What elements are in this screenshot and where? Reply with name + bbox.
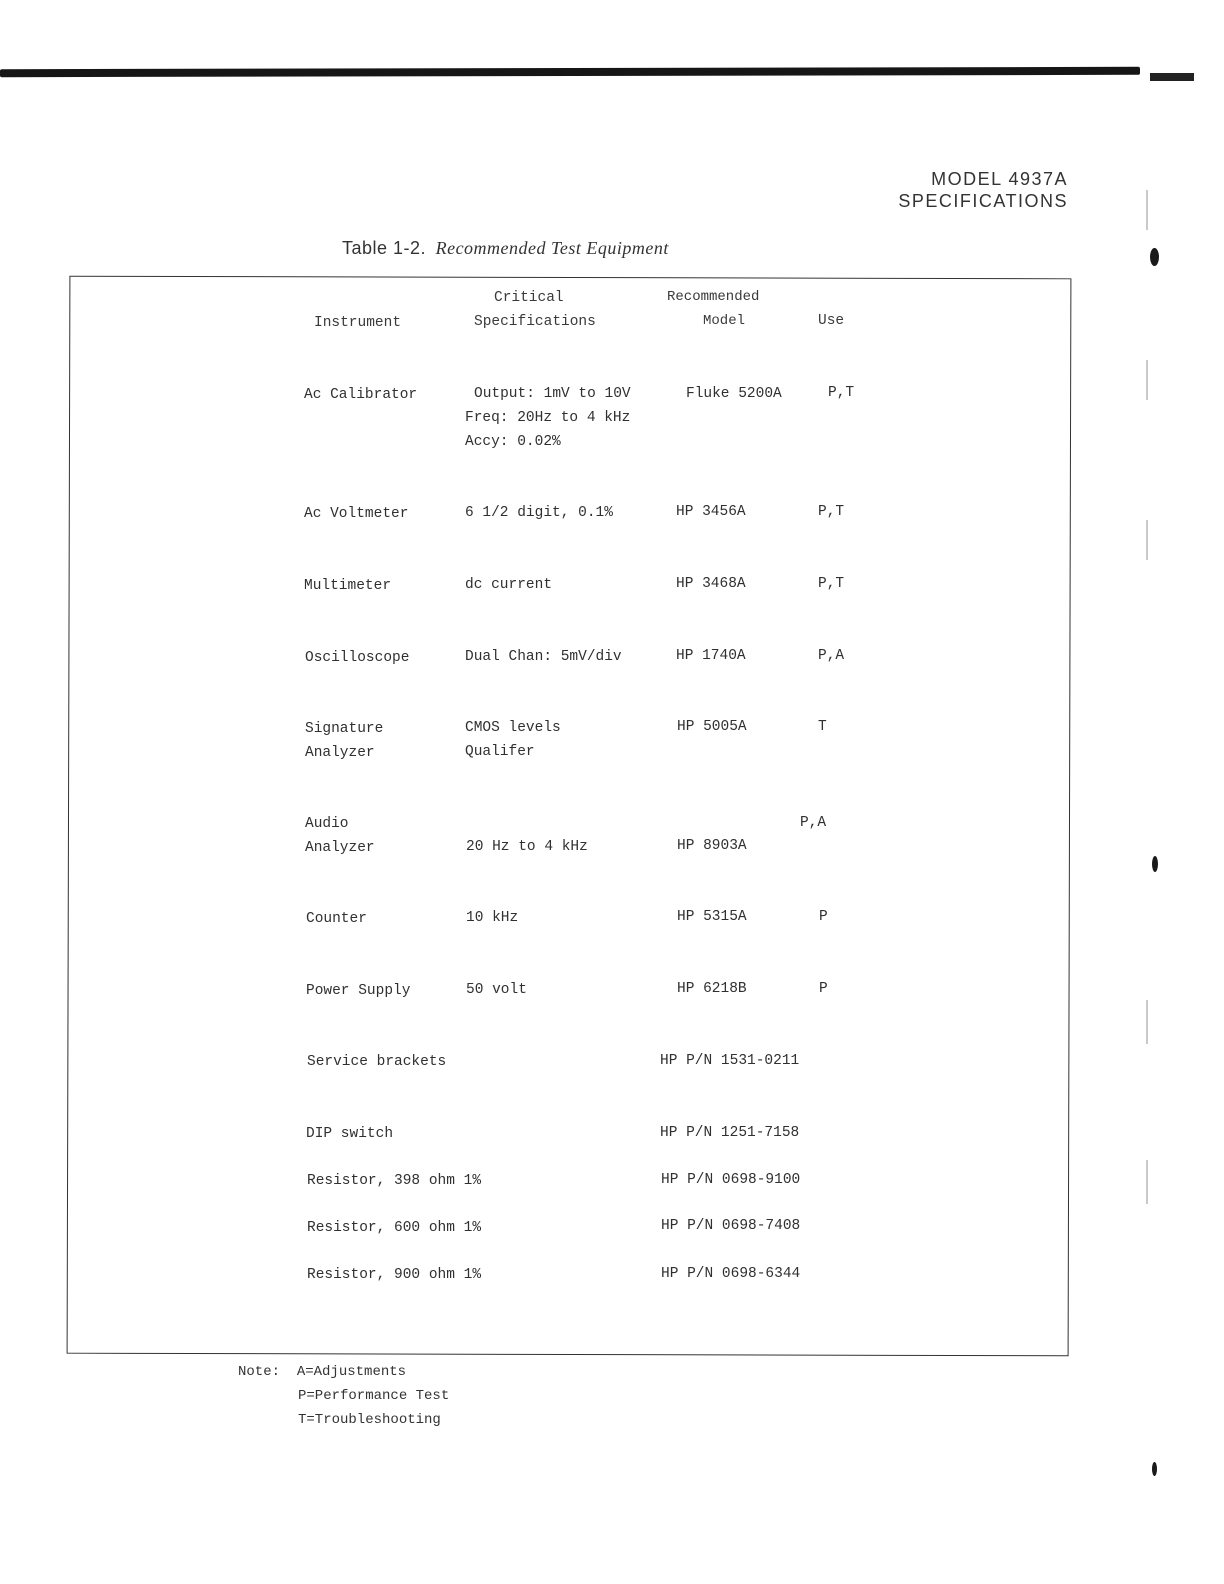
table-cell-model: HP 3468A [676,576,746,592]
punch-hole-mark [1152,1462,1157,1476]
table-cell-spec: Freq: 20Hz to 4 kHz [465,410,631,426]
note-line: T=Troubleshooting [298,1412,441,1428]
table-cell-spec: Accy: 0.02% [465,434,561,450]
table-cell-spec: 50 volt [466,982,527,998]
column-header-critical: Critical [494,290,564,306]
table-title: Recommended Test Equipment [435,238,669,258]
table-cell-instrument: Power Supply [306,983,411,999]
table-cell-instrument: Counter [306,911,367,927]
punch-hole-mark [1150,248,1159,266]
table-cell-spec: CMOS levels [465,720,561,736]
table-cell-use: P,T [818,504,845,520]
table-cell-spec: dc current [465,577,553,593]
table-cell-model: HP P/N 1531-0211 [660,1053,800,1069]
punch-hole-mark [1152,856,1158,872]
table-frame [67,276,1072,1357]
table-cell-instrument: DIP switch [306,1126,394,1142]
margin-mark [1146,1160,1148,1204]
table-cell-model: HP P/N 0698-7408 [661,1218,801,1234]
table-cell-use: P,T [818,576,845,592]
section-label: SPECIFICATIONS [898,191,1068,211]
table-cell-use: P,A [818,648,845,664]
table-cell-spec: 10 kHz [466,910,519,926]
table-cell-spec: Qualifer [465,744,535,760]
top-rule-end [1150,73,1194,81]
table-cell-use: P,T [828,385,855,401]
table-cell-instrument: Signature [305,721,384,737]
table-cell-spec: 20 Hz to 4 kHz [466,839,588,855]
table-number: Table 1-2. [342,238,427,258]
table-cell-model: HP 5315A [677,909,747,925]
model-label: MODEL 4937A [931,169,1068,189]
margin-mark [1146,190,1148,230]
page-header [898,168,1068,212]
margin-mark [1146,1000,1148,1044]
margin-mark [1146,360,1148,400]
table-cell-instrument: Resistor, 600 ohm 1% [307,1220,482,1236]
table-cell-model: HP P/N 1251-7158 [660,1125,800,1141]
table-cell-instrument: Analyzer [305,840,375,856]
table-note [238,1360,449,1432]
table-cell-instrument: Analyzer [305,745,375,761]
table-cell-instrument: Oscilloscope [305,650,410,666]
table-cell-model: HP P/N 0698-9100 [661,1172,801,1188]
table-cell-use: T [818,719,827,735]
note-label: Note: [238,1364,281,1380]
top-rule [0,67,1140,77]
table-cell-spec: Output: 1mV to 10V [474,386,631,402]
column-header-model: Model [703,313,746,329]
margin-mark [1146,520,1148,560]
column-header-instrument: Instrument [314,315,402,331]
column-header-recommended: Recommended [667,289,760,305]
table-cell-model: HP 1740A [676,648,746,664]
table-cell-instrument: Ac Calibrator [304,387,418,403]
table-cell-instrument: Resistor, 398 ohm 1% [307,1173,482,1189]
table-cell-model: HP 8903A [677,838,747,854]
table-cell-model: HP P/N 0698-6344 [661,1266,801,1282]
table-cell-model: Fluke 5200A [686,386,782,402]
table-cell-instrument: Ac Voltmeter [304,506,409,522]
note-line: A=Adjustments [296,1364,407,1380]
table-cell-model: HP 3456A [676,504,746,520]
table-cell-model: HP 6218B [677,981,747,997]
table-cell-use: P [819,981,828,997]
column-header-specifications: Specifications [474,314,596,330]
table-caption [342,238,669,259]
table-cell-instrument: Multimeter [304,578,392,594]
table-cell-instrument: Audio [305,816,349,832]
table-cell-model: HP 5005A [677,719,747,735]
table-cell-use: P [819,909,828,925]
note-line: P=Performance Test [298,1388,450,1404]
table-cell-spec: 6 1/2 digit, 0.1% [465,505,613,521]
column-header-use: Use [818,313,845,329]
table-cell-use: P,A [800,815,827,831]
table-cell-spec: Dual Chan: 5mV/div [465,649,622,665]
table-cell-instrument: Resistor, 900 ohm 1% [307,1267,482,1283]
table-cell-instrument: Service brackets [307,1054,447,1070]
